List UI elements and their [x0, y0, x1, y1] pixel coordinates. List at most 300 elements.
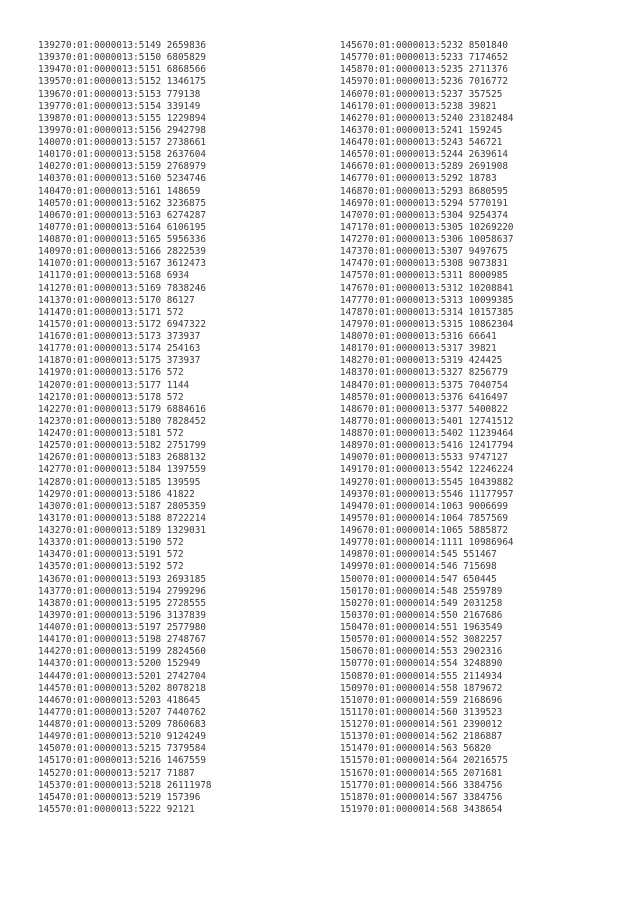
table-row: [38, 295, 212, 307]
row-number: 1411: [38, 270, 61, 282]
row-value: 339149: [166, 100, 201, 112]
table-row: [340, 695, 514, 707]
row-value: 2031258: [463, 597, 503, 609]
row-number: 1442: [38, 646, 61, 658]
table-row: [38, 768, 212, 780]
row-value: 2071681: [463, 767, 503, 779]
table-row: [38, 367, 212, 379]
cadastral-number: 70:01:0000013:5174: [60, 343, 162, 355]
cadastral-number: 70:01:0000013:5314: [362, 306, 464, 318]
cadastral-number: 70:01:0000013:5194: [60, 585, 162, 597]
table-row: [38, 574, 212, 586]
row-value: 12246224: [468, 464, 514, 476]
table-row: [340, 137, 514, 149]
cadastral-number: 70:01:0000014:1065: [362, 525, 464, 536]
row-value: 572: [166, 367, 184, 379]
cadastral-number: 70:01:0000013:5306: [362, 234, 464, 245]
row-value: 1144: [166, 379, 190, 391]
cadastral-number: 70:01:0000013:5218: [60, 779, 162, 791]
row-number: 1448: [38, 719, 61, 730]
row-number: 1399: [38, 124, 61, 136]
cadastral-number: 70:01:0000014:554: [362, 658, 458, 670]
cadastral-number: 70:01:0000013:5201: [60, 670, 162, 682]
row-value: 7040754: [468, 379, 508, 391]
table-row: [340, 622, 514, 634]
cadastral-number: 70:01:0000013:5312: [362, 282, 464, 294]
table-row: [38, 113, 212, 125]
table-row: [38, 598, 212, 610]
row-number: 1402: [38, 161, 61, 173]
row-number: 1471: [340, 221, 363, 233]
row-number: 1465: [340, 149, 363, 161]
table-row: [38, 646, 212, 658]
table-row: [340, 210, 514, 222]
row-number: 1420: [38, 379, 61, 391]
cadastral-number: 70:01:0000013:5198: [60, 634, 162, 646]
table-row: [340, 76, 514, 88]
table-row: [340, 331, 514, 343]
cadastral-number: 70:01:0000013:5313: [362, 294, 464, 306]
cadastral-number: 70:01:0000013:5215: [60, 743, 162, 755]
row-number: 1482: [340, 355, 363, 367]
table-row: [38, 561, 212, 573]
table-row: [340, 283, 514, 295]
row-value: 3384756: [463, 791, 503, 803]
cadastral-number: 70:01:0000013:5236: [362, 76, 464, 88]
table-row: [340, 234, 514, 246]
row-value: 1229894: [166, 112, 206, 124]
table-row: [38, 89, 212, 101]
table-row: [340, 440, 514, 452]
row-value: 5885872: [468, 525, 508, 536]
cadastral-number: 70:01:0000013:5289: [362, 161, 464, 173]
cadastral-number: 70:01:0000013:5160: [60, 173, 162, 185]
cadastral-number: 70:01:0000013:5151: [60, 64, 162, 76]
cadastral-number: 70:01:0000013:5180: [60, 415, 162, 427]
cadastral-number: 70:01:0000014:545: [362, 549, 458, 561]
table-row: [340, 307, 514, 319]
cadastral-number: 70:01:0000013:5401: [362, 415, 464, 427]
cadastral-number: 70:01:0000013:5304: [362, 209, 464, 221]
row-value: 10208841: [468, 282, 514, 294]
row-value: 9124249: [166, 731, 206, 743]
table-row: [340, 501, 514, 513]
row-value: 572: [166, 561, 184, 573]
row-value: 2114934: [463, 670, 503, 682]
row-number: 1398: [38, 112, 61, 124]
table-row: [38, 428, 212, 440]
table-row: [38, 343, 212, 355]
row-number: 1421: [38, 391, 61, 403]
row-number: 1513: [340, 731, 363, 743]
row-number: 1497: [340, 537, 363, 549]
table-row: [340, 574, 514, 586]
table-row: [340, 586, 514, 598]
cadastral-number: 70:01:0000013:5166: [60, 246, 162, 258]
table-row: [38, 101, 212, 113]
row-value: 1397559: [166, 464, 206, 476]
row-value: 5956336: [166, 234, 206, 245]
row-value: 3438654: [463, 803, 503, 815]
row-number: 1422: [38, 403, 61, 415]
row-value: 373937: [166, 355, 201, 367]
cadastral-number: 70:01:0000013:5164: [60, 221, 162, 233]
row-value: 373937: [166, 331, 201, 342]
table-row: [38, 489, 212, 501]
row-number: 1396: [38, 88, 61, 100]
row-number: 1499: [340, 561, 363, 573]
row-number: 1435: [38, 561, 61, 573]
cadastral-number: 70:01:0000013:5546: [362, 488, 464, 500]
cadastral-number: 70:01:0000013:5542: [362, 464, 464, 476]
cadastral-number: 70:01:0000014:549: [362, 597, 458, 609]
row-number: 1429: [38, 488, 61, 500]
table-row: [38, 743, 212, 755]
table-row: [340, 113, 514, 125]
table-row: [340, 380, 514, 392]
row-value: 10269220: [468, 221, 514, 233]
cadastral-number: 70:01:0000013:5217: [60, 767, 162, 779]
row-number: 1500: [340, 573, 363, 585]
cadastral-number: 70:01:0000013:5182: [60, 440, 162, 452]
cadastral-number: 70:01:0000013:5307: [362, 246, 464, 258]
table-row: [340, 222, 514, 234]
cadastral-number: 70:01:0000014:546: [362, 561, 458, 573]
cadastral-number: 70:01:0000013:5150: [60, 52, 162, 64]
row-value: 6416497: [468, 391, 508, 403]
row-value: 2559789: [463, 585, 503, 597]
cadastral-number: 70:01:0000013:5179: [60, 403, 162, 415]
cadastral-number: 70:01:0000013:5154: [60, 100, 162, 112]
table-row: [340, 355, 514, 367]
cadastral-number: 70:01:0000013:5172: [60, 318, 162, 330]
table-row: [340, 768, 514, 780]
row-number: 1476: [340, 282, 363, 294]
cadastral-number: 70:01:0000013:5192: [60, 561, 162, 573]
row-number: 1470: [340, 209, 363, 221]
row-number: 1424: [38, 428, 61, 439]
row-number: 1392: [38, 40, 61, 51]
row-number: 1517: [340, 779, 363, 791]
row-value: 418645: [166, 694, 201, 706]
row-value: 139595: [166, 476, 201, 488]
row-value: 6274287: [166, 209, 206, 221]
table-row: [38, 719, 212, 731]
cadastral-number: 70:01:0000013:5203: [60, 694, 162, 706]
table-row: [38, 76, 212, 88]
row-number: 1488: [340, 428, 363, 439]
row-number: 1426: [38, 452, 61, 464]
cadastral-number: 70:01:0000013:5155: [60, 112, 162, 124]
cadastral-number: 70:01:0000013:5315: [362, 318, 464, 330]
table-row: [38, 804, 212, 816]
row-number: 1452: [38, 767, 61, 779]
table-row: [340, 186, 514, 198]
row-value: 148659: [166, 185, 201, 197]
row-number: 1445: [38, 682, 61, 694]
row-value: 3612473: [166, 258, 206, 270]
cadastral-number: 70:01:0000014:565: [362, 767, 458, 779]
row-value: 2688132: [166, 452, 206, 464]
cadastral-number: 70:01:0000013:5186: [60, 488, 162, 500]
row-value: 11239464: [468, 428, 514, 439]
row-number: 1490: [340, 452, 363, 464]
cadastral-number: 70:01:0000014:1064: [362, 512, 464, 524]
row-value: 1879672: [463, 682, 503, 694]
table-row: [340, 161, 514, 173]
row-number: 1416: [38, 331, 61, 342]
table-row: [340, 646, 514, 658]
row-number: 1394: [38, 64, 61, 76]
cadastral-number: 70:01:0000014:564: [362, 755, 458, 767]
row-number: 1450: [38, 743, 61, 755]
row-number: 1494: [340, 500, 363, 512]
table-row: [340, 658, 514, 670]
cadastral-number: 70:01:0000013:5149: [60, 40, 162, 51]
cadastral-number: 70:01:0000014:550: [362, 609, 458, 621]
cadastral-number: 70:01:0000014:553: [362, 646, 458, 658]
row-number: 1461: [340, 100, 363, 112]
row-number: 1428: [38, 476, 61, 488]
row-value: 8000985: [468, 270, 508, 282]
row-value: 2768979: [166, 161, 206, 173]
cadastral-number: 70:01:0000014:1063: [362, 500, 464, 512]
row-value: 157396: [166, 791, 201, 803]
row-value: 5234746: [166, 173, 206, 185]
cadastral-number: 70:01:0000013:5169: [60, 282, 162, 294]
cadastral-number: 70:01:0000013:5233: [362, 52, 464, 64]
row-value: 2748767: [166, 634, 206, 646]
row-value: 7379584: [166, 743, 206, 755]
row-number: 1410: [38, 258, 61, 270]
row-value: 12417794: [468, 440, 514, 452]
table-row: [38, 283, 212, 295]
table-row: [340, 719, 514, 731]
row-value: 3384756: [463, 779, 503, 791]
row-number: 1408: [38, 234, 61, 245]
table-row: [340, 198, 514, 210]
row-number: 1454: [38, 791, 61, 803]
row-value: 2942798: [166, 124, 206, 136]
cadastral-number: 70:01:0000013:5308: [362, 258, 464, 270]
row-number: 1489: [340, 440, 363, 452]
row-value: 2902316: [463, 646, 503, 658]
row-number: 1455: [38, 803, 61, 815]
row-value: 9006699: [468, 500, 508, 512]
table-row: [340, 64, 514, 76]
table-row: [340, 246, 514, 258]
row-number: 1509: [340, 682, 363, 694]
row-number: 1515: [340, 755, 363, 767]
row-value: 7838246: [166, 282, 206, 294]
row-value: 3137839: [166, 609, 206, 621]
row-number: 1436: [38, 573, 61, 585]
table-row: [38, 52, 212, 64]
table-row: [340, 671, 514, 683]
row-number: 1432: [38, 525, 61, 536]
row-value: 92121: [166, 803, 195, 815]
table-row: [340, 755, 514, 767]
row-number: 1508: [340, 670, 363, 682]
row-value: 9747127: [468, 452, 508, 464]
row-value: 2659836: [166, 40, 206, 51]
row-value: 1467559: [166, 755, 206, 767]
table-row: [340, 525, 514, 537]
row-number: 1433: [38, 537, 61, 549]
cadastral-number: 70:01:0000013:5375: [362, 379, 464, 391]
table-row: [340, 452, 514, 464]
row-number: 1474: [340, 258, 363, 270]
row-value: 8256779: [468, 367, 508, 379]
row-number: 1458: [340, 64, 363, 76]
row-value: 2390012: [463, 719, 503, 730]
row-value: 2822539: [166, 246, 206, 258]
row-number: 1425: [38, 440, 61, 452]
table-row: [38, 622, 212, 634]
row-number: 1419: [38, 367, 61, 379]
table-row: [340, 634, 514, 646]
table-row: [340, 513, 514, 525]
row-number: 1441: [38, 634, 61, 646]
row-number: 1481: [340, 343, 363, 355]
row-value: 2742704: [166, 670, 206, 682]
cadastral-number: 70:01:0000013:5161: [60, 185, 162, 197]
row-number: 1393: [38, 52, 61, 64]
row-number: 1400: [38, 137, 61, 148]
cadastral-number: 70:01:0000013:5293: [362, 185, 464, 197]
cadastral-number: 70:01:0000013:5185: [60, 476, 162, 488]
table-row: [340, 561, 514, 573]
row-number: 1502: [340, 597, 363, 609]
cadastral-number: 70:01:0000013:5216: [60, 755, 162, 767]
row-value: 3248890: [463, 658, 503, 670]
table-row: [38, 319, 212, 331]
row-number: 1404: [38, 185, 61, 197]
row-number: 1516: [340, 767, 363, 779]
table-row: [340, 477, 514, 489]
cadastral-number: 70:01:0000013:5202: [60, 682, 162, 694]
table-row: [38, 149, 212, 161]
row-number: 1484: [340, 379, 363, 391]
row-value: 8722214: [166, 512, 206, 524]
row-value: 650445: [463, 573, 497, 585]
cadastral-number: 70:01:0000013:5241: [362, 124, 464, 136]
table-row: [340, 125, 514, 137]
cadastral-number: 70:01:0000013:5173: [60, 331, 162, 342]
row-value: 9254374: [468, 209, 508, 221]
cadastral-number: 70:01:0000013:5319: [362, 355, 464, 367]
table-row: [340, 428, 514, 440]
table-row: [38, 380, 212, 392]
row-number: 1473: [340, 246, 363, 258]
cadastral-number: 70:01:0000014:548: [362, 585, 458, 597]
row-number: 1434: [38, 549, 61, 561]
cadastral-number: 70:01:0000013:5165: [60, 234, 162, 245]
row-value: 9497675: [468, 246, 508, 258]
row-value: 10099385: [468, 294, 514, 306]
table-row: [38, 440, 212, 452]
table-row: [38, 537, 212, 549]
row-number: 1407: [38, 221, 61, 233]
cadastral-number: 70:01:0000013:5327: [362, 367, 464, 379]
table-row: [38, 683, 212, 695]
table-row: [340, 416, 514, 428]
row-value: 6947322: [166, 318, 206, 330]
row-number: 1409: [38, 246, 61, 258]
row-number: 1395: [38, 76, 61, 88]
table-row: [340, 598, 514, 610]
cadastral-number: 70:01:0000014:559: [362, 694, 458, 706]
row-value: 2805359: [166, 500, 206, 512]
cadastral-number: 70:01:0000013:5238: [362, 100, 464, 112]
cadastral-number: 70:01:0000013:5183: [60, 452, 162, 464]
row-number: 1479: [340, 318, 363, 330]
table-row: [340, 464, 514, 476]
row-number: 1430: [38, 500, 61, 512]
row-value: 2168696: [463, 694, 503, 706]
row-number: 1492: [340, 476, 363, 488]
row-value: 7860683: [166, 719, 206, 730]
cadastral-number: 70:01:0000013:5317: [362, 343, 464, 355]
row-value: 572: [166, 537, 184, 549]
row-number: 1475: [340, 270, 363, 282]
row-number: 1486: [340, 403, 363, 415]
table-row: [38, 64, 212, 76]
row-value: 3082257: [463, 634, 503, 646]
row-number: 1406: [38, 209, 61, 221]
cadastral-number: 70:01:0000014:1111: [362, 537, 464, 549]
cadastral-number: 70:01:0000013:5170: [60, 294, 162, 306]
table-row: [38, 501, 212, 513]
row-value: 572: [166, 428, 184, 439]
cadastral-number: 70:01:0000014:562: [362, 731, 458, 743]
cadastral-number: 70:01:0000014:563: [362, 743, 458, 755]
row-number: 1397: [38, 100, 61, 112]
row-value: 56820: [463, 743, 492, 755]
table-row: [340, 392, 514, 404]
table-row: [38, 307, 212, 319]
row-number: 1485: [340, 391, 363, 403]
cadastral-number: 70:01:0000013:5316: [362, 331, 464, 342]
row-value: 8501840: [468, 40, 508, 51]
row-value: 7174652: [468, 52, 508, 64]
row-value: 41822: [166, 488, 195, 500]
cadastral-number: 70:01:0000014:568: [362, 803, 458, 815]
row-number: 1503: [340, 609, 363, 621]
row-value: 6934: [166, 270, 190, 282]
cadastral-number: 70:01:0000013:5176: [60, 367, 162, 379]
cadastral-number: 70:01:0000013:5191: [60, 549, 162, 561]
row-value: 39821: [468, 343, 497, 355]
row-value: 1329031: [166, 525, 206, 536]
row-number: 1518: [340, 791, 363, 803]
row-value: 2751799: [166, 440, 206, 452]
row-value: 2711376: [468, 64, 508, 76]
row-value: 2824560: [166, 646, 206, 658]
row-number: 1447: [38, 706, 61, 718]
table-row: [340, 40, 514, 52]
row-number: 1483: [340, 367, 363, 379]
cadastral-number: 70:01:0000014:566: [362, 779, 458, 791]
cadastral-number: 70:01:0000013:5177: [60, 379, 162, 391]
row-number: 1480: [340, 331, 363, 342]
table-row: [340, 804, 514, 816]
table-row: [38, 186, 212, 198]
cadastral-number: 70:01:0000013:5199: [60, 646, 162, 658]
row-number: 1478: [340, 306, 363, 318]
row-number: 1437: [38, 585, 61, 597]
row-number: 1495: [340, 512, 363, 524]
